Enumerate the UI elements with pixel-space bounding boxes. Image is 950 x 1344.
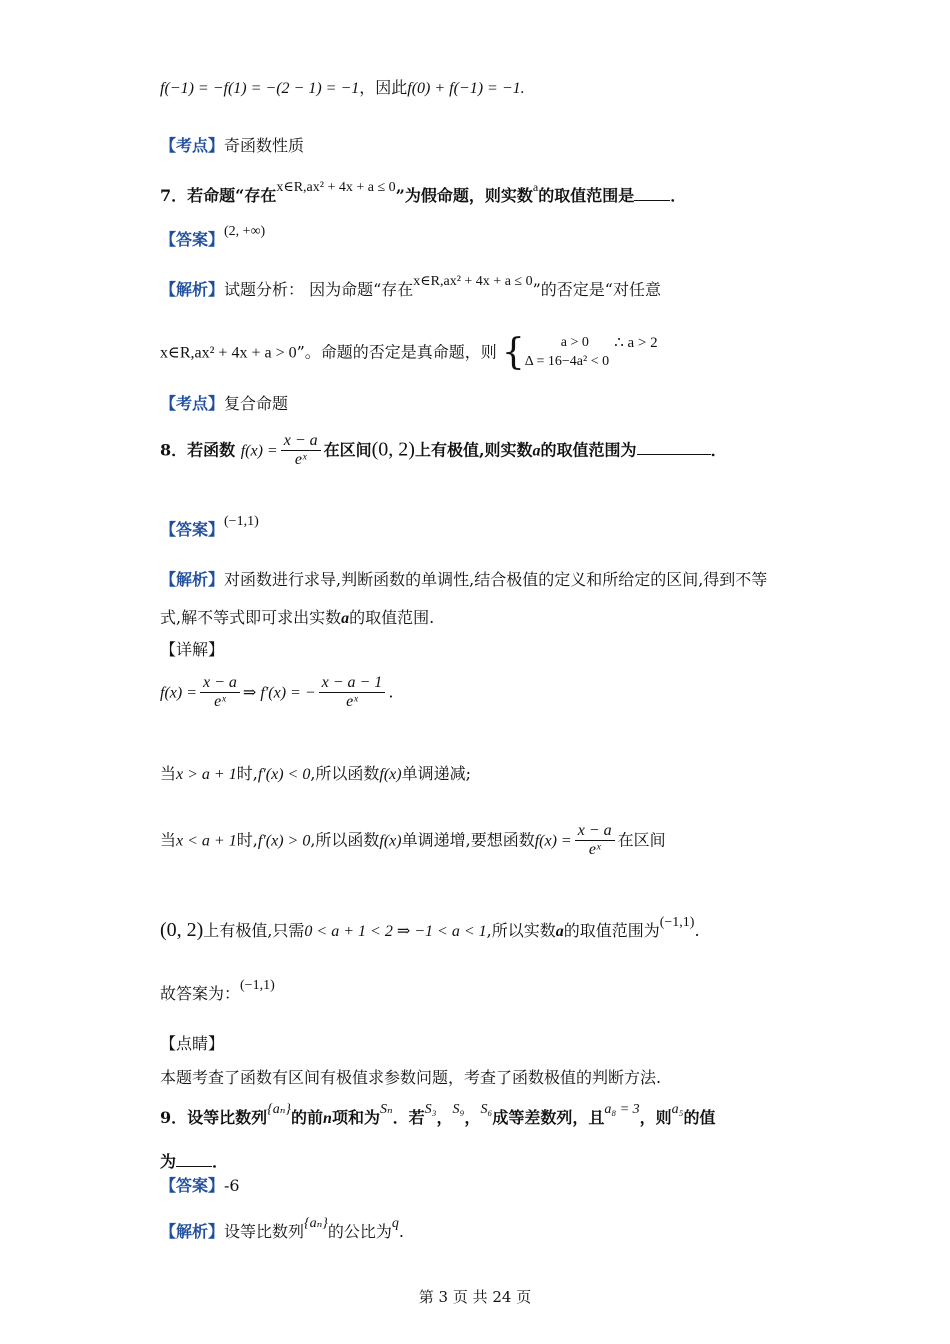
denominator: eˣ (214, 693, 226, 711)
text: ”为假命题，则实数 (395, 186, 533, 205)
text: ，因此 (359, 78, 408, 97)
answer-tag: 【答案】 (160, 1176, 225, 1195)
system-line: Δ = 16−4a² < 0 (524, 353, 610, 369)
fraction (575, 822, 615, 860)
xiangjie-heading: 【详解】 (160, 640, 225, 659)
fraction (319, 674, 386, 712)
page-footer: 第 3 页 共 24 页 (418, 1288, 532, 1306)
text: ． (710, 440, 727, 460)
numerator: x − a (575, 822, 615, 841)
sequence: {aₙ} (267, 1102, 292, 1117)
interval: (0, 2) (371, 438, 415, 461)
q7-number: 7．若命题“存在 (160, 186, 277, 205)
q8-jiexi (160, 570, 767, 589)
math-expression: f′(x) < 0 (257, 766, 311, 783)
q9-number: 9．设等比数列 (160, 1108, 268, 1127)
question-9 (160, 1102, 716, 1129)
function-lhs: f(x) = (240, 442, 278, 460)
math-var: q (391, 1216, 399, 1231)
answer-value: (2, +∞) (224, 224, 266, 239)
q7-kaodian (160, 394, 288, 413)
text: 试题分析： 因为命题“存在 (224, 280, 414, 299)
jiexi-tag: 【解析】 (160, 280, 225, 299)
math-expression: f(−1) = −f(1) = −(2 − 1) = −1 (160, 80, 360, 97)
text: 的值 (683, 1108, 716, 1127)
sequence: {aₙ} (304, 1216, 328, 1231)
answer-blank (637, 454, 711, 455)
kaodian-text: 奇函数性质 (224, 136, 305, 155)
text: ，则 (639, 1108, 672, 1127)
math-var: S₉ (452, 1102, 465, 1117)
q7-jiexi-line2 (160, 331, 658, 373)
math-var: Sₙ (379, 1102, 393, 1117)
answer-blank (176, 1166, 212, 1167)
question-7 (160, 180, 687, 207)
text: ． (670, 186, 687, 205)
q8-number: 8．若函数 (160, 440, 236, 460)
final-answer-line (160, 978, 275, 1005)
q7-answer (160, 224, 266, 251)
math-var: n (323, 1110, 332, 1127)
text: 的公比为 (327, 1222, 392, 1241)
text: ”。命题的否定是真命题，则 (296, 342, 497, 362)
jiexi-tag: 【解析】 (160, 570, 225, 589)
numerator: x − a − 1 (319, 674, 386, 693)
conclusion: ∴ a > 2 (614, 335, 658, 352)
fraction (281, 432, 321, 470)
numerator: x − a (281, 432, 321, 451)
math-expression: x < a + 1 (176, 832, 237, 850)
math-expression: x∈R,ax² + 4x + a ≤ 0 (276, 180, 396, 195)
math-expression: a₈ = 3 (604, 1102, 640, 1117)
text: . (694, 921, 700, 940)
text: 的取值范围为 (540, 440, 637, 460)
math-var: a (341, 610, 350, 627)
answer-value: (−1,1) (240, 978, 275, 993)
text: 为 (160, 1152, 177, 1171)
system-line: a > 0 (560, 335, 589, 350)
derivative-line (160, 674, 393, 712)
math-expression: f(x) (379, 766, 402, 783)
text: 单调递增,要想函数 (401, 830, 535, 850)
text: 式,解不等式即可求出实数 (160, 608, 342, 627)
implication: ⇒ f′(x) = − (242, 684, 316, 702)
denominator: eˣ (588, 841, 601, 859)
text: 成等差数列，且 (492, 1108, 605, 1127)
text: 故答案为： (160, 984, 241, 1003)
text: 的取值范围为 (563, 921, 660, 940)
text: 的取值范围. (349, 608, 435, 627)
text: ．若 (392, 1108, 425, 1127)
math-expression: x∈R,ax² + 4x + a > 0 (160, 344, 297, 362)
text: ， (436, 1108, 453, 1127)
text: 设等比数列 (224, 1222, 305, 1241)
question-9-line2 (160, 1152, 228, 1171)
jiexi-tag: 【解析】 (160, 1222, 225, 1241)
math-expression: x∈R,ax² + 4x + a ≤ 0 (413, 274, 533, 289)
math-expression: 0 < a + 1 < 2 ⇒ −1 < a < 1 (304, 923, 487, 940)
numerator: x − a (200, 674, 240, 693)
q8-answer (160, 514, 259, 541)
case-2-line (160, 822, 666, 860)
math-expression: f(0) + f(−1) = −1. (407, 80, 525, 97)
q6-solution-line (160, 78, 525, 98)
text: . (398, 1222, 405, 1241)
answer-blank (634, 200, 670, 201)
function-lhs: f(x) = (534, 832, 572, 850)
math-expression: f′(x) > 0 (257, 832, 311, 850)
answer-tag: 【答案】 (160, 520, 225, 539)
interval: (0, 2) (160, 919, 204, 941)
text: ， (464, 1108, 481, 1127)
q8-jiexi-line2 (160, 608, 434, 628)
text: 的前 (291, 1108, 324, 1127)
text: 在区间 (617, 830, 666, 850)
math-var: a (555, 923, 564, 940)
case-1-line (160, 764, 471, 784)
kaodian-text: 复合命题 (224, 394, 289, 413)
condition-line (160, 915, 700, 942)
text: 时, (236, 830, 258, 850)
kaodian-tag: 【考点】 (160, 136, 225, 155)
text: . (388, 682, 394, 702)
brace-icon: { (501, 331, 525, 373)
text: 对函数进行求导,判断函数的单调性,结合极值的定义和所给定的区间,得到不等 (224, 570, 768, 589)
text: 当 (160, 830, 177, 850)
text: 时, (236, 764, 258, 783)
fraction (200, 674, 240, 712)
answer-value: (−1,1) (659, 915, 695, 930)
math-expression: x > a + 1 (176, 766, 237, 783)
text: ,所以实数 (486, 921, 556, 940)
text: 上有极值,则实数 (414, 440, 533, 460)
math-expression: f(x) (379, 832, 402, 850)
math-var: a (532, 180, 539, 194)
dianjing-text: 本题考查了函数有区间有极值求参数问题，考查了函数极值的判断方法. (160, 1068, 662, 1087)
text: 上有极值,只需 (203, 921, 305, 940)
q6-kaodian (160, 136, 304, 155)
text: 单调递减; (401, 764, 472, 783)
dianjing-heading: 【点睛】 (160, 1034, 225, 1053)
kaodian-tag: 【考点】 (160, 394, 225, 413)
text: 的取值范围是 (538, 186, 635, 205)
math-var: a (532, 442, 541, 460)
math-var: S₃ (424, 1102, 437, 1117)
function-lhs: f(x) = (160, 684, 197, 702)
answer-tag: 【答案】 (160, 230, 225, 249)
answer-value: (−1,1) (224, 514, 259, 529)
math-var: S₆ (480, 1102, 493, 1117)
text: 在区间 (323, 440, 372, 460)
q9-answer (160, 1176, 240, 1195)
text: ”的否定是“对任意 (532, 280, 661, 299)
text: ,所以函数 (310, 830, 380, 850)
text: ． (212, 1152, 229, 1171)
q9-jiexi (160, 1216, 405, 1243)
text: 当 (160, 764, 177, 783)
text: 项和为 (331, 1108, 380, 1127)
denominator: eˣ (346, 693, 358, 711)
equation-system (501, 331, 610, 373)
answer-value: -6 (224, 1176, 240, 1195)
q7-jiexi (160, 274, 661, 301)
text: ,所以函数 (310, 764, 380, 783)
denominator: eˣ (294, 451, 307, 469)
question-8 (160, 432, 727, 470)
math-var: a₅ (671, 1102, 684, 1117)
